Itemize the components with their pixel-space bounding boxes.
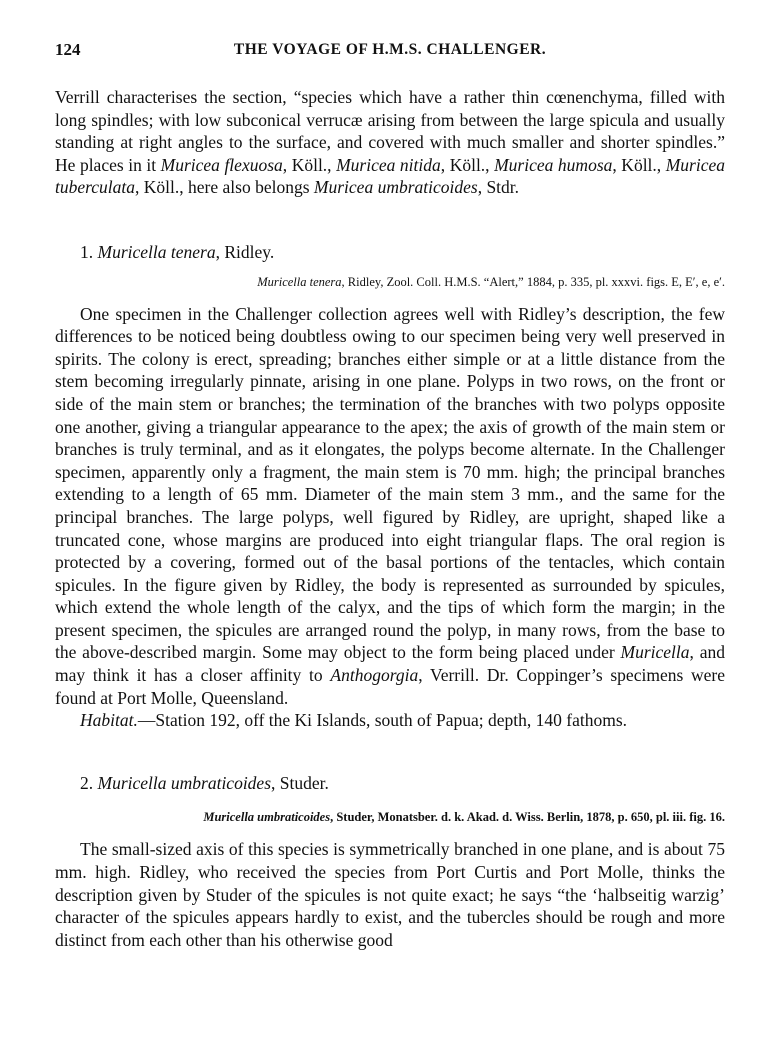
species-name: Muricea humosa xyxy=(494,154,613,175)
section-species-name: Muricella umbraticoides xyxy=(97,772,272,793)
section-1-title xyxy=(55,241,725,264)
species-name: Muricea tuberculata xyxy=(55,154,726,198)
section-1-habitat xyxy=(55,709,725,732)
section-2-title xyxy=(55,772,725,795)
genus-name: Muricella xyxy=(620,642,690,663)
intro-text: , Köll., xyxy=(440,154,495,175)
synonym-reference: , Studer, Monatsber. d. k. Akad. d. Wiss. Berlin, 1878, p. 650, pl. iii. fig. 16. xyxy=(330,810,725,825)
section-author: , Studer. xyxy=(271,772,329,793)
section-1-body xyxy=(55,303,725,710)
genus-name: Anthogorgia xyxy=(330,665,419,686)
intro-text: Verrill characterises the section, “species which have a rather thin cœnenchyma, filled with long spindles; with low subconical verrucæ arising from between the large spicula and usually standing at right angles to the surface, and covered with much smaller and shorter spindles.” He places in it xyxy=(55,87,725,175)
species-name: Muricea umbraticoides xyxy=(313,177,478,198)
page-number: 124 xyxy=(55,40,81,59)
habitat-text: —Station 192, off the Ki Islands, south of Papua; depth, 140 fathoms. xyxy=(137,710,628,731)
section-1-synonymy xyxy=(55,273,725,291)
synonym-name: Muricella umbraticoides xyxy=(203,810,331,825)
page-header xyxy=(55,40,725,66)
body-text: , Verrill. Dr. Coppinger’s specimens were found at Port Molle, Queensland. xyxy=(55,665,725,708)
synonym-name: Muricella tenera xyxy=(257,274,342,289)
intro-text: , Stdr. xyxy=(477,177,520,198)
species-name: Muricea nitida xyxy=(336,154,441,175)
species-name: Muricea flexuosa xyxy=(160,154,283,175)
section-2-body: The small-sized axis of this species is symmetrically branched in one plane, and is about 75 mm. high. Ridley, who received the species from Port Curtis and Port Molle, thinks the description given by Studer of the spicules is not quite exact; he says “the ‘halbseitig warzig’ character of the spicules appears hardly to exist, and the tubercles should be rough and more distinct from each other than his otherwise good xyxy=(55,839,725,950)
section-number: 2. xyxy=(80,772,94,793)
body-text: , and may think it has a closer affinity to xyxy=(55,642,725,686)
section-2-synonymy xyxy=(55,808,725,826)
body-text: One specimen in the Challenger collection agrees well with Ridley’s description, the few differences to be noticed being doubtless owing to our specimen being very well preserved in spirits. The colony is erect, spreading; branches either simple or at a little distance from the stem becoming irregularly pinnate, arising in one plane. Polyps in two rows, on the front or side of the main stem or branches; the termination of the branches with two polyps opposite one another, giving a triangular appearance to the apex; the axis of growth of the main stem or branches is truly terminal, and as it elongates, the polyps become alternate. In the Challenger specimen, apparently only a fragment, the main stem is 70 mm. high; the principal branches extending to a length of 65 mm. Diameter of the main stem 3 mm., and the same for the principal branches. The large polyps, well figured by Ridley, are upright, shaped like a truncated cone, whose margins are produced into eight triangular flaps. The oral region is protected by a covering, formed out of the basal portions of the tentacles, which contain spicules. In the figure given by Ridley, the body is represented as surrounded by spicules, which extend the whole length of the calyx, and the tips of which form the margin; in the present specimen, the spicules are arranged round the polyp, in many rows, from the base to the above-described margin. Some may object to the form being placed under xyxy=(55,303,725,663)
section-number: 1. xyxy=(80,241,94,262)
section-species-name: Muricella tenera xyxy=(97,241,216,262)
page xyxy=(55,40,725,951)
intro-text: , Köll., xyxy=(282,154,337,175)
synonym-reference: , Ridley, Zool. Coll. H.M.S. “Alert,” 1884, p. 335, pl. xxxvi. figs. E, E′, e, e′. xyxy=(341,274,725,289)
intro-text: , Köll., here also belongs xyxy=(135,177,314,198)
running-head: THE VOYAGE OF H.M.S. CHALLENGER. xyxy=(233,41,547,58)
habitat-label: Habitat. xyxy=(80,710,138,731)
intro-text: , Köll., xyxy=(612,154,666,175)
section-author: , Ridley. xyxy=(215,241,275,262)
intro-paragraph xyxy=(55,86,725,199)
